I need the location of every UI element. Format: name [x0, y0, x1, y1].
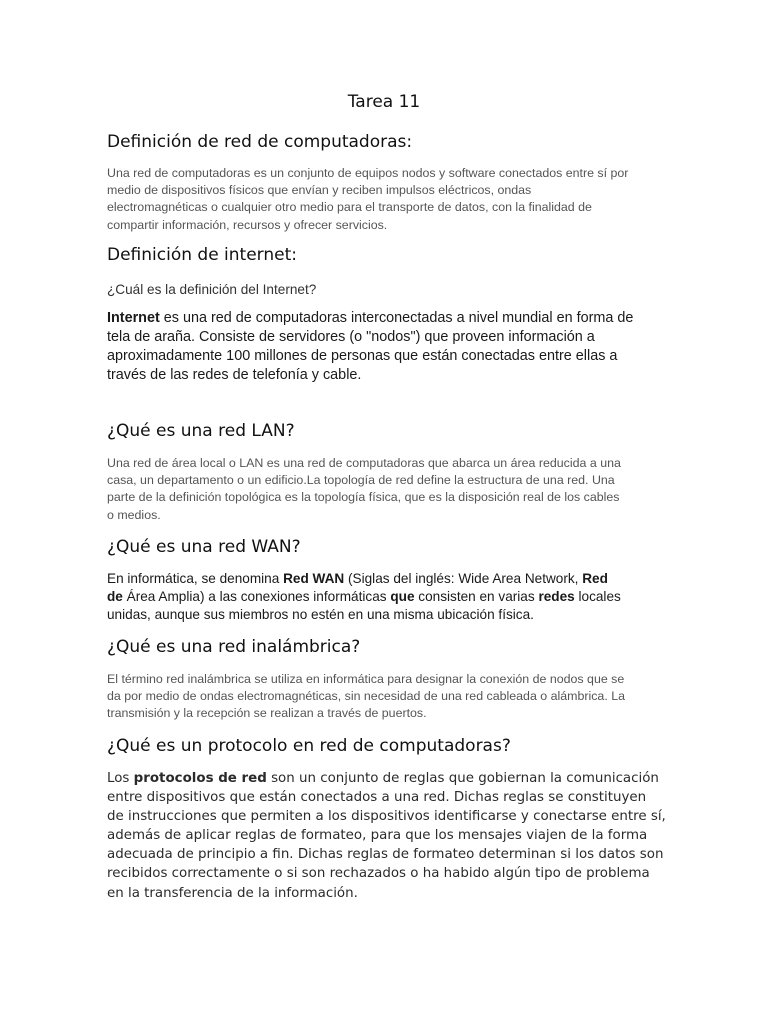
- paragraph-line: El término red inalámbrica se utiliza en informática para designar la conexión de nodos que se: [107, 672, 625, 686]
- heading-protocolo: ¿Qué es un protocolo en red de computadoras?: [107, 736, 511, 756]
- paragraph-line: través de las redes de telefonía y cable.: [107, 367, 362, 383]
- paragraph-line: de instrucciones que permiten a los dispositivos identificarse y conectarse entre sí,: [107, 809, 666, 825]
- paragraph-wan: [107, 570, 621, 625]
- paragraph-line: transmisión y la recepción se realizan a través de puertos.: [107, 706, 427, 721]
- text-run: locales: [574, 589, 621, 605]
- paragraph-line: [107, 309, 633, 328]
- paragraph-line: [107, 588, 621, 606]
- paragraph-line: da por medio de ondas electromagnéticas, sin necesidad de una red cableada o alámbrica. La: [107, 689, 625, 704]
- paragraph-red-computadoras: [107, 165, 628, 234]
- paragraph-line: Una red de área local o LAN es una red de computadoras que abarca un área reducida a una: [107, 456, 621, 470]
- paragraph-line: medio de dispositivos físicos que envían y reciben impulsos eléctricos, ondas: [107, 183, 532, 198]
- bold-term: Internet: [107, 310, 160, 326]
- heading-internet: Definición de internet:: [107, 245, 297, 265]
- heading-red-computadoras: Definición de red de computadoras:: [107, 132, 413, 152]
- paragraph-line: o medios.: [107, 507, 161, 522]
- paragraph-line: entre dispositivos que están conectados a una red. Dichas reglas se constituyen: [107, 790, 647, 806]
- paragraph-lan: [107, 455, 621, 524]
- bold-term: protocolos de red: [133, 771, 267, 786]
- paragraph-protocolo: [107, 769, 666, 903]
- document-title: Tarea 11: [347, 92, 421, 112]
- paragraph-internet: [107, 309, 633, 385]
- text-run: Los: [107, 771, 134, 786]
- paragraph-line: aproximadamente 100 millones de personas que están conectadas entre ellas a: [107, 348, 618, 364]
- text-run: En informática, se denomina: [107, 571, 284, 586]
- heading-inalambrica: ¿Qué es una red inalámbrica?: [107, 637, 361, 657]
- paragraph-line: casa, un departamento o un edificio.La topología de red define la estructura de una red. Una: [107, 473, 615, 488]
- paragraph-line: tela de araña. Consiste de servidores (o "nodos") que proveen información a: [107, 329, 595, 345]
- question-internet: ¿Cuál es la definición del Internet?: [107, 282, 317, 297]
- text-run: (Siglas del inglés: Wide Area Network,: [344, 571, 583, 586]
- text-run: consisten en varias: [414, 589, 539, 605]
- heading-lan: ¿Qué es una red LAN?: [107, 421, 295, 441]
- paragraph-line: Una red de computadoras es un conjunto de equipos nodos y software conectados entre sí por: [107, 166, 629, 180]
- text-run: Área Amplia) a las conexiones informáticas: [122, 589, 391, 605]
- paragraph-line: [107, 570, 621, 588]
- paragraph-line: compartir información, recursos y ofrecer servicios.: [107, 217, 388, 232]
- paragraph-line: parte de la definición topológica es la topología física, que es la disposición real de los cables: [107, 490, 620, 505]
- bold-term: de: [107, 589, 123, 605]
- bold-term: Red: [582, 571, 608, 586]
- paragraph-line: recibidos correctamente o si son rechazados o ha habido algún tipo de problema: [107, 866, 650, 882]
- paragraph-line: electromagnéticas o cualquier otro medio para el transporte de datos, con la finalidad de: [107, 200, 592, 215]
- paragraph-line: en la transferencia de la información.: [107, 885, 358, 901]
- bold-term: que: [390, 589, 415, 605]
- paragraph-line: unidas, aunque sus miembros no estén en una misma ubicación física.: [107, 607, 534, 623]
- paragraph-line: adecuada de principio a fin. Dichas reglas de formateo determinan si los datos son: [107, 847, 664, 863]
- paragraph-line: [107, 769, 666, 788]
- paragraph-line: además de aplicar reglas de formateo, para que los mensajes viajen de la forma: [107, 828, 648, 844]
- text-run: son un conjunto de reglas que gobiernan la comunicación: [266, 771, 659, 786]
- bold-term: redes: [538, 589, 575, 605]
- text-run: es una red de computadoras interconectadas a nivel mundial en forma de: [159, 310, 634, 326]
- heading-wan: ¿Qué es una red WAN?: [107, 537, 301, 557]
- paragraph-inalambrica: [107, 671, 625, 723]
- bold-term: Red WAN: [283, 571, 345, 586]
